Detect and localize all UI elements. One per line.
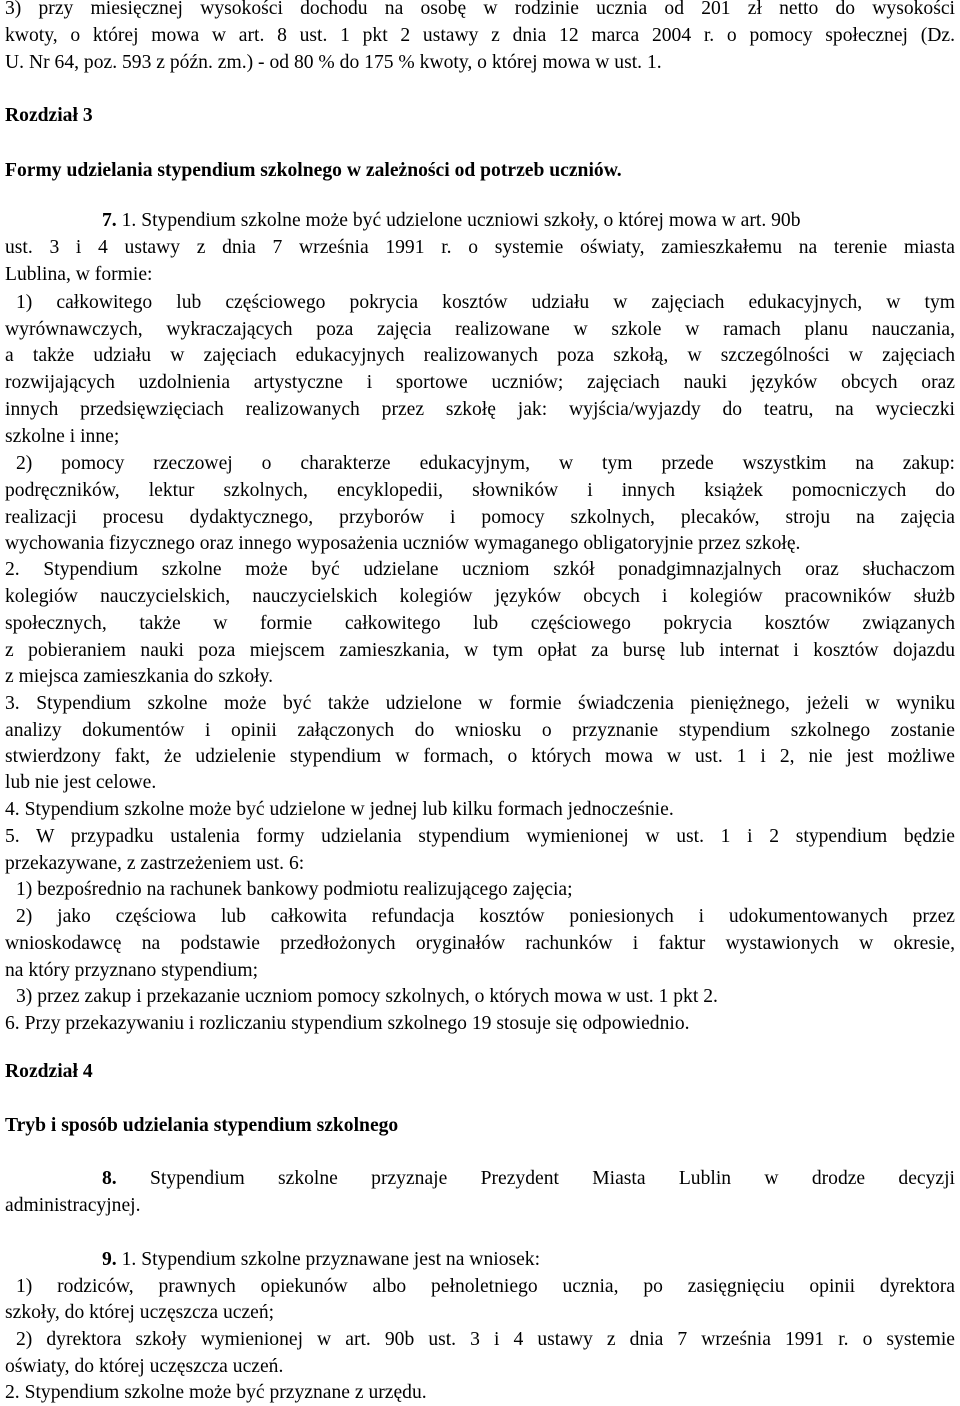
- list-item-line: na który przyznano stypendium;: [5, 960, 259, 981]
- paragraph-line: 5. W przypadku ustalenia formy udzielania stypendium wymienionej w ust. 1 i 2 stypendium będzie: [5, 826, 955, 847]
- list-item-line: szkolne i inne;: [5, 426, 120, 447]
- section-7-text: 1. Stypendium szkolne może być udzielone uczniowi szkoły, o której mowa w art. 90b: [121, 210, 801, 231]
- intro-line: kwoty, o której mowa w art. 8 ust. 1 pkt 2 ustawy z dnia 12 marca 2004 r. o pomocy społecznej (Dz.: [5, 25, 955, 46]
- paragraph-line: 4. Stypendium szkolne może być udzielone w jednej lub kilku formach jednocześnie.: [5, 799, 674, 820]
- list-item-line: oświaty, do której uczęszcza uczeń.: [5, 1356, 284, 1377]
- paragraph-line: z pobieraniem nauki poza miejscem zamieszkania, w tym opłat za bursę lub internat i kosztów dojazdu: [5, 640, 955, 661]
- list-item-line: innych przedsięwzięciach realizowanych przez szkołę jak: wyjścia/wyjazdy do teatru, na wycieczki: [5, 399, 955, 420]
- paragraph-line: 6. Przy przekazywaniu i rozliczaniu stypendium szkolnego 19 stosuje się odpowiednio.: [5, 1013, 690, 1034]
- paragraph-line: ust. 3 i 4 ustawy z dnia 7 września 1991 r. o systemie oświaty, zamieszkałemu na terenie miasta: [5, 237, 955, 258]
- intro-line: U. Nr 64, poz. 593 z późn. zm.) - od 80 % do 175 % kwoty, o której mowa w ust. 1.: [5, 52, 662, 73]
- list-item-line: 2) dyrektora szkoły wymienionej w art. 90b ust. 3 i 4 ustawy z dnia 7 września 1991 r. o systemie: [16, 1329, 955, 1350]
- list-item-line: 1) rodziców, prawnych opiekunów albo pełnoletniego ucznia, po zasięgnięciu opinii dyrektora: [16, 1276, 955, 1297]
- section-8-text: Stypendium szkolne przyznaje Prezydent Miasta Lublin w drodze decyzji: [150, 1168, 955, 1189]
- chapter-3-title: Formy udzielania stypendium szkolnego w zależności od potrzeb uczniów.: [5, 160, 622, 181]
- list-item-line: wnioskodawcę na podstawie przedłożonych oryginałów rachunków i faktur wystawionych w okresie,: [5, 933, 955, 954]
- section-9-text: 1. Stypendium szkolne przyznawane jest na wniosek:: [121, 1249, 541, 1270]
- list-item-line: wyrównawczych, wykraczających poza zajęcia realizowane w szkole w ramach planu nauczania,: [5, 319, 955, 340]
- chapter-4-heading: Rozdział 4: [5, 1061, 93, 1082]
- section-7-line: [102, 207, 955, 234]
- paragraph-line: Lublina, w formie:: [5, 264, 153, 285]
- paragraph-line: z miejsca zamieszkania do szkoły.: [5, 666, 274, 687]
- paragraph-line: lub nie jest celowe.: [5, 772, 157, 793]
- section-8-line: [102, 1165, 955, 1192]
- list-item-line: 2) jako częściowa lub całkowita refundacja kosztów poniesionych i udokumentowanych przez: [16, 906, 955, 927]
- section-7-number: 7.: [102, 210, 117, 231]
- list-item-line: 1) całkowitego lub częściowego pokrycia kosztów udziału w zajęciach edukacyjnych, w tym: [16, 292, 955, 313]
- list-item-line: 2) pomocy rzeczowej o charakterze edukacyjnym, w tym przede wszystkim na zakup:: [16, 453, 955, 474]
- paragraph-line: kolegiów nauczycielskich, nauczycielskich kolegiów języków obcych i kolegiów pracowników służb: [5, 586, 955, 607]
- list-item-line: a także udziału w zajęciach edukacyjnych realizowanych poza szkołą, w szczególności w zajęciach: [5, 345, 955, 366]
- paragraph-line: 2. Stypendium szkolne może być udzielane uczniom szkół ponadgimnazjalnych oraz słuchaczom: [5, 559, 955, 580]
- list-item-line: 3) przez zakup i przekazanie uczniom pomocy szkolnych, o których mowa w ust. 1 pkt 2.: [16, 986, 718, 1007]
- list-item-line: szkoły, do której uczęszcza uczeń;: [5, 1302, 275, 1323]
- paragraph-line: stwierdzony fakt, że udzielenie stypendium w formach, o których mowa w ust. 1 i 2, nie jest możliwe: [5, 746, 955, 767]
- list-item-line: rozwijających uzdolnienia artystyczne i sportowe uczniów; zajęciach nauki języków obcych oraz: [5, 372, 955, 393]
- paragraph-line: 3. Stypendium szkolne może być także udzielone w formie świadczenia pieniężnego, jeżeli w wyniku: [5, 693, 955, 714]
- list-item-line: podręczników, lektur szkolnych, encyklopedii, słowników i innych książek pomocniczych do: [5, 480, 955, 501]
- list-item-line: wychowania fizycznego oraz innego wyposażenia uczniów wymaganego obligatoryjnie przez szkołę.: [5, 533, 801, 554]
- chapter-3-heading: Rozdział 3: [5, 105, 93, 126]
- list-item-line: realizacji procesu dydaktycznego, przyborów i pomocy szkolnych, plecaków, stroju na zajęcia: [5, 507, 955, 528]
- chapter-4-title: Tryb i sposób udzielania stypendium szkolnego: [5, 1115, 399, 1136]
- paragraph-line: przekazywane, z zastrzeżeniem ust. 6:: [5, 853, 305, 874]
- paragraph-line: społecznych, także w formie całkowitego lub częściowego pokrycia kosztów związanych: [5, 613, 955, 634]
- paragraph-line: administracyjnej.: [5, 1195, 141, 1216]
- paragraph-line: 2. Stypendium szkolne może być przyznane z urzędu.: [5, 1382, 427, 1403]
- section-8-number: 8.: [102, 1168, 117, 1189]
- section-9-line: [102, 1246, 955, 1273]
- list-item-line: 1) bezpośrednio na rachunek bankowy podmiotu realizującego zajęcia;: [16, 879, 573, 900]
- intro-line: 3) przy miesięcznej wysokości dochodu na osobę w rodzinie ucznia od 201 zł netto do wysokości: [5, 0, 955, 19]
- paragraph-line: analizy dokumentów i opinii załączonych do wniosku o przyznanie stypendium szkolnego zostanie: [5, 720, 955, 741]
- section-9-number: 9.: [102, 1249, 117, 1270]
